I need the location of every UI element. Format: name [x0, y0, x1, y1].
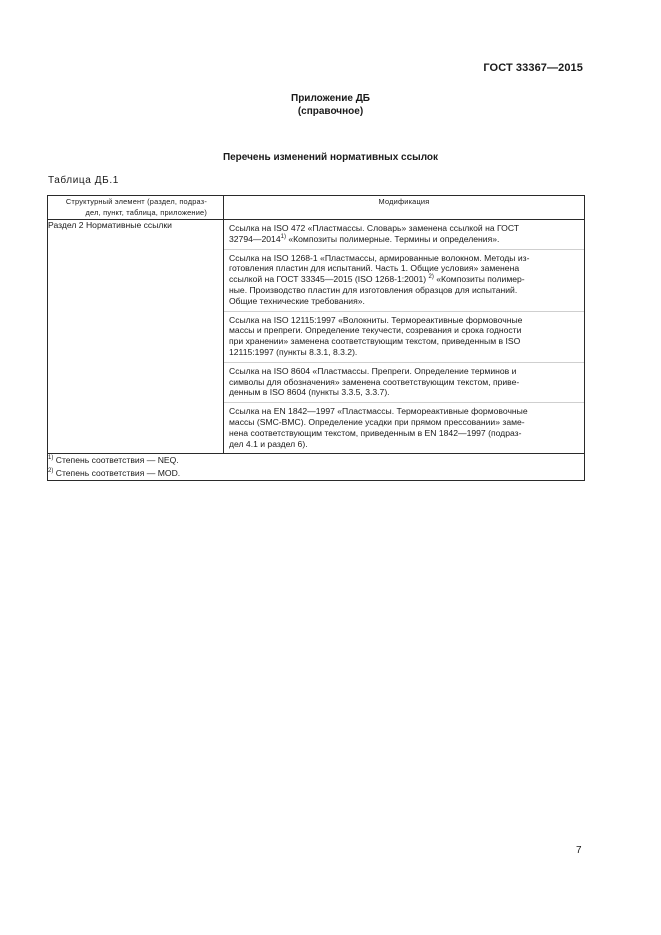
mod-text: при хранении» заменена соответствующим текстом, приведенным в ISO [229, 336, 521, 347]
table-label: Таблица ДБ.1 [48, 175, 119, 186]
table-row [48, 220, 585, 454]
annex-title-block [0, 92, 661, 118]
page-number: 7 [576, 845, 582, 856]
mod-text: Ссылка на ISO 12115:1997 «Волокниты. Термореактивные формовочные [229, 314, 523, 325]
mod-text: Ссылка на ISO 1268-1 «Пластмассы, армированные волокном. Методы из- [229, 252, 530, 263]
mod-text: нена соответствующим текстом, приведенным в EN 1842—1997 (подраз- [229, 427, 522, 438]
column-header-element [48, 196, 224, 220]
mod-text: массы (SMC-BMC). Определение усадки при прямом прессовании» заме- [229, 416, 525, 427]
mod-text: 12115:1997 (пункты 8.3.1, 8.3.2). [229, 346, 358, 357]
footnote-text: Степень соответствия — MOD. [53, 468, 181, 479]
mod-text: массы и препреги. Определение текучести, созревания и срока годности [229, 325, 522, 336]
table-header-row [48, 196, 585, 220]
modification-item [224, 311, 584, 362]
mod-text: дел 4.1 и раздел 6). [229, 438, 308, 449]
mod-text: готовления пластин для испытаний. Часть 1. Общие условия» заменена [229, 263, 520, 274]
references-changes-table [47, 195, 585, 481]
column-header-element-line1: Структурный элемент (раздел, подраз- [65, 197, 207, 206]
modification-item [224, 362, 584, 402]
modification-item [224, 402, 584, 453]
section-heading: Перечень изменений нормативных ссылок [222, 152, 439, 163]
column-header-modification: Модификация [224, 196, 585, 220]
annex-title: Приложение ДБ [291, 93, 370, 104]
modification-cell [224, 220, 585, 454]
document-code: ГОСТ 33367—2015 [483, 62, 583, 74]
annex-subtitle: (справочное) [297, 106, 364, 117]
mod-text: символы для обозначения» заменена соответствующим текстом, приве- [229, 376, 520, 387]
mod-text: Ссылка на EN 1842—1997 «Пластмассы. Термореактивные формовочные [229, 406, 528, 417]
modification-item [224, 220, 584, 249]
footnote [48, 454, 584, 467]
column-header-element-line2: дел, пункт, таблица, приложение) [85, 208, 207, 217]
mod-text: Ссылка на ISO 8604 «Пластмассы. Препреги. Определение терминов и [229, 365, 517, 376]
footnote [48, 467, 584, 480]
mod-text: «Композиты полимерные. Термины и определения». [285, 233, 500, 244]
mod-text: 32794—2014 [229, 233, 281, 244]
mod-text: «Композиты полимер- [433, 274, 525, 285]
footnotes-row [48, 454, 585, 481]
mod-text: Общие технические требования». [229, 295, 365, 306]
footnote-mark: 2) [48, 468, 54, 475]
element-cell: Раздел 2 Нормативные ссылки [48, 220, 224, 454]
footnote-ref: 2) [428, 274, 434, 281]
footnotes-cell [48, 454, 585, 481]
mod-text: денным в ISO 8604 (пункты 3.3.5, 3.3.7). [229, 387, 390, 398]
footnote-mark: 1) [48, 455, 54, 462]
modification-item [224, 249, 584, 311]
footnote-ref: 1) [280, 233, 286, 240]
mod-text: ные. Производство пластин для изготовления образцов для испытаний. [229, 284, 518, 295]
footnote-text: Степень соответствия — NEQ. [53, 455, 179, 466]
mod-text: Ссылка на ISO 472 «Пластмассы. Словарь» заменена ссылкой на ГОСТ [229, 223, 520, 233]
mod-text: ссылкой на ГОСТ 33345—2015 (ISO 1268-1:2001) [229, 274, 429, 285]
